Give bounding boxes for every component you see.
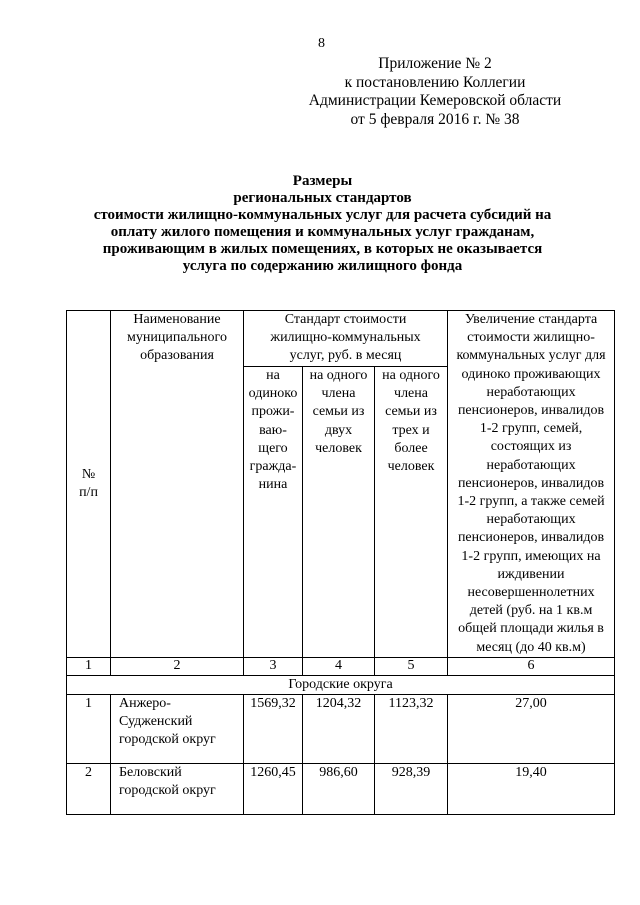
- header-sub-3: на одного члена семьи из трех и более человек: [375, 367, 448, 658]
- appendix-line-4: от 5 февраля 2016 г. № 38: [350, 110, 520, 128]
- column-number: 3: [244, 657, 303, 675]
- appendix-line-1: Приложение № 2: [378, 55, 492, 72]
- title-line-3: стоимости жилищно-коммунальных услуг для расчета субсидий на: [93, 207, 552, 223]
- value-two-person: 986,60: [303, 764, 375, 815]
- column-number: 2: [111, 657, 244, 675]
- row-number: 2: [67, 764, 111, 815]
- header-sub-1: на одиноко прожи-ваю-щего гражда-нина: [244, 367, 303, 658]
- column-number: 1: [67, 657, 111, 675]
- header-num: № п/п: [67, 311, 111, 658]
- value-increase: 19,40: [448, 764, 615, 815]
- value-single: 1260,45: [244, 764, 303, 815]
- value-three-person: 1123,32: [375, 695, 448, 764]
- table-row: [67, 764, 615, 815]
- value-single: 1569,32: [244, 695, 303, 764]
- section-title: Городские округа: [67, 675, 615, 694]
- value-increase: 27,00: [448, 695, 615, 764]
- column-number: 5: [375, 657, 448, 675]
- title-line-6: услуга по содержанию жилищного фонда: [182, 258, 463, 274]
- section-row: [67, 675, 615, 694]
- appendix-line-2: к постановлению Коллегии: [344, 73, 526, 91]
- municipality-name: Беловский городской округ: [111, 764, 244, 815]
- column-numbers-row: [67, 657, 615, 675]
- title-line-4: оплату жилого помещения и коммунальных услуг гражданам,: [110, 224, 535, 240]
- column-number: 4: [303, 657, 375, 675]
- value-three-person: 928,39: [375, 764, 448, 815]
- standards-table: [66, 310, 615, 815]
- page-number: 8: [318, 36, 325, 51]
- table-row: [67, 695, 615, 764]
- header-standard: Стандарт стоимости жилищно-коммунальных услуг, руб. в месяц: [244, 311, 448, 367]
- header-increase: Увеличение стандарта стоимости жилищно-коммунальных услуг для одиноко проживающих неработающих пенсионеров, инвалидов 1-2 групп, семей, состоящих из неработающих пенсионеров, инвалидов 1-2 групп, а также семей неработающих пенсионеров, инвалидов 1-2 групп, имеющих на иждивении несовершеннолетних детей (руб. на 1 кв.м общей площади жилья в месяц (до 40 кв.м): [448, 311, 615, 658]
- header-sub-2: на одного члена семьи из двух человек: [303, 367, 375, 658]
- appendix-block: [300, 55, 570, 129]
- title-line-1: Размеры: [292, 173, 353, 189]
- value-two-person: 1204,32: [303, 695, 375, 764]
- title-line-2: региональных стандартов: [233, 190, 412, 206]
- header-name: Наименование муниципального образования: [111, 311, 244, 658]
- row-number: 1: [67, 695, 111, 764]
- title-line-5: проживающим в жилых помещениях, в которых не оказывается: [102, 241, 543, 257]
- municipality-name: Анжеро-Судженский городской округ: [111, 695, 244, 764]
- header-row-1: [67, 311, 615, 367]
- column-number: 6: [448, 657, 615, 675]
- document-title: [70, 173, 575, 275]
- appendix-line-3: Администрации Кемеровской области: [308, 92, 562, 109]
